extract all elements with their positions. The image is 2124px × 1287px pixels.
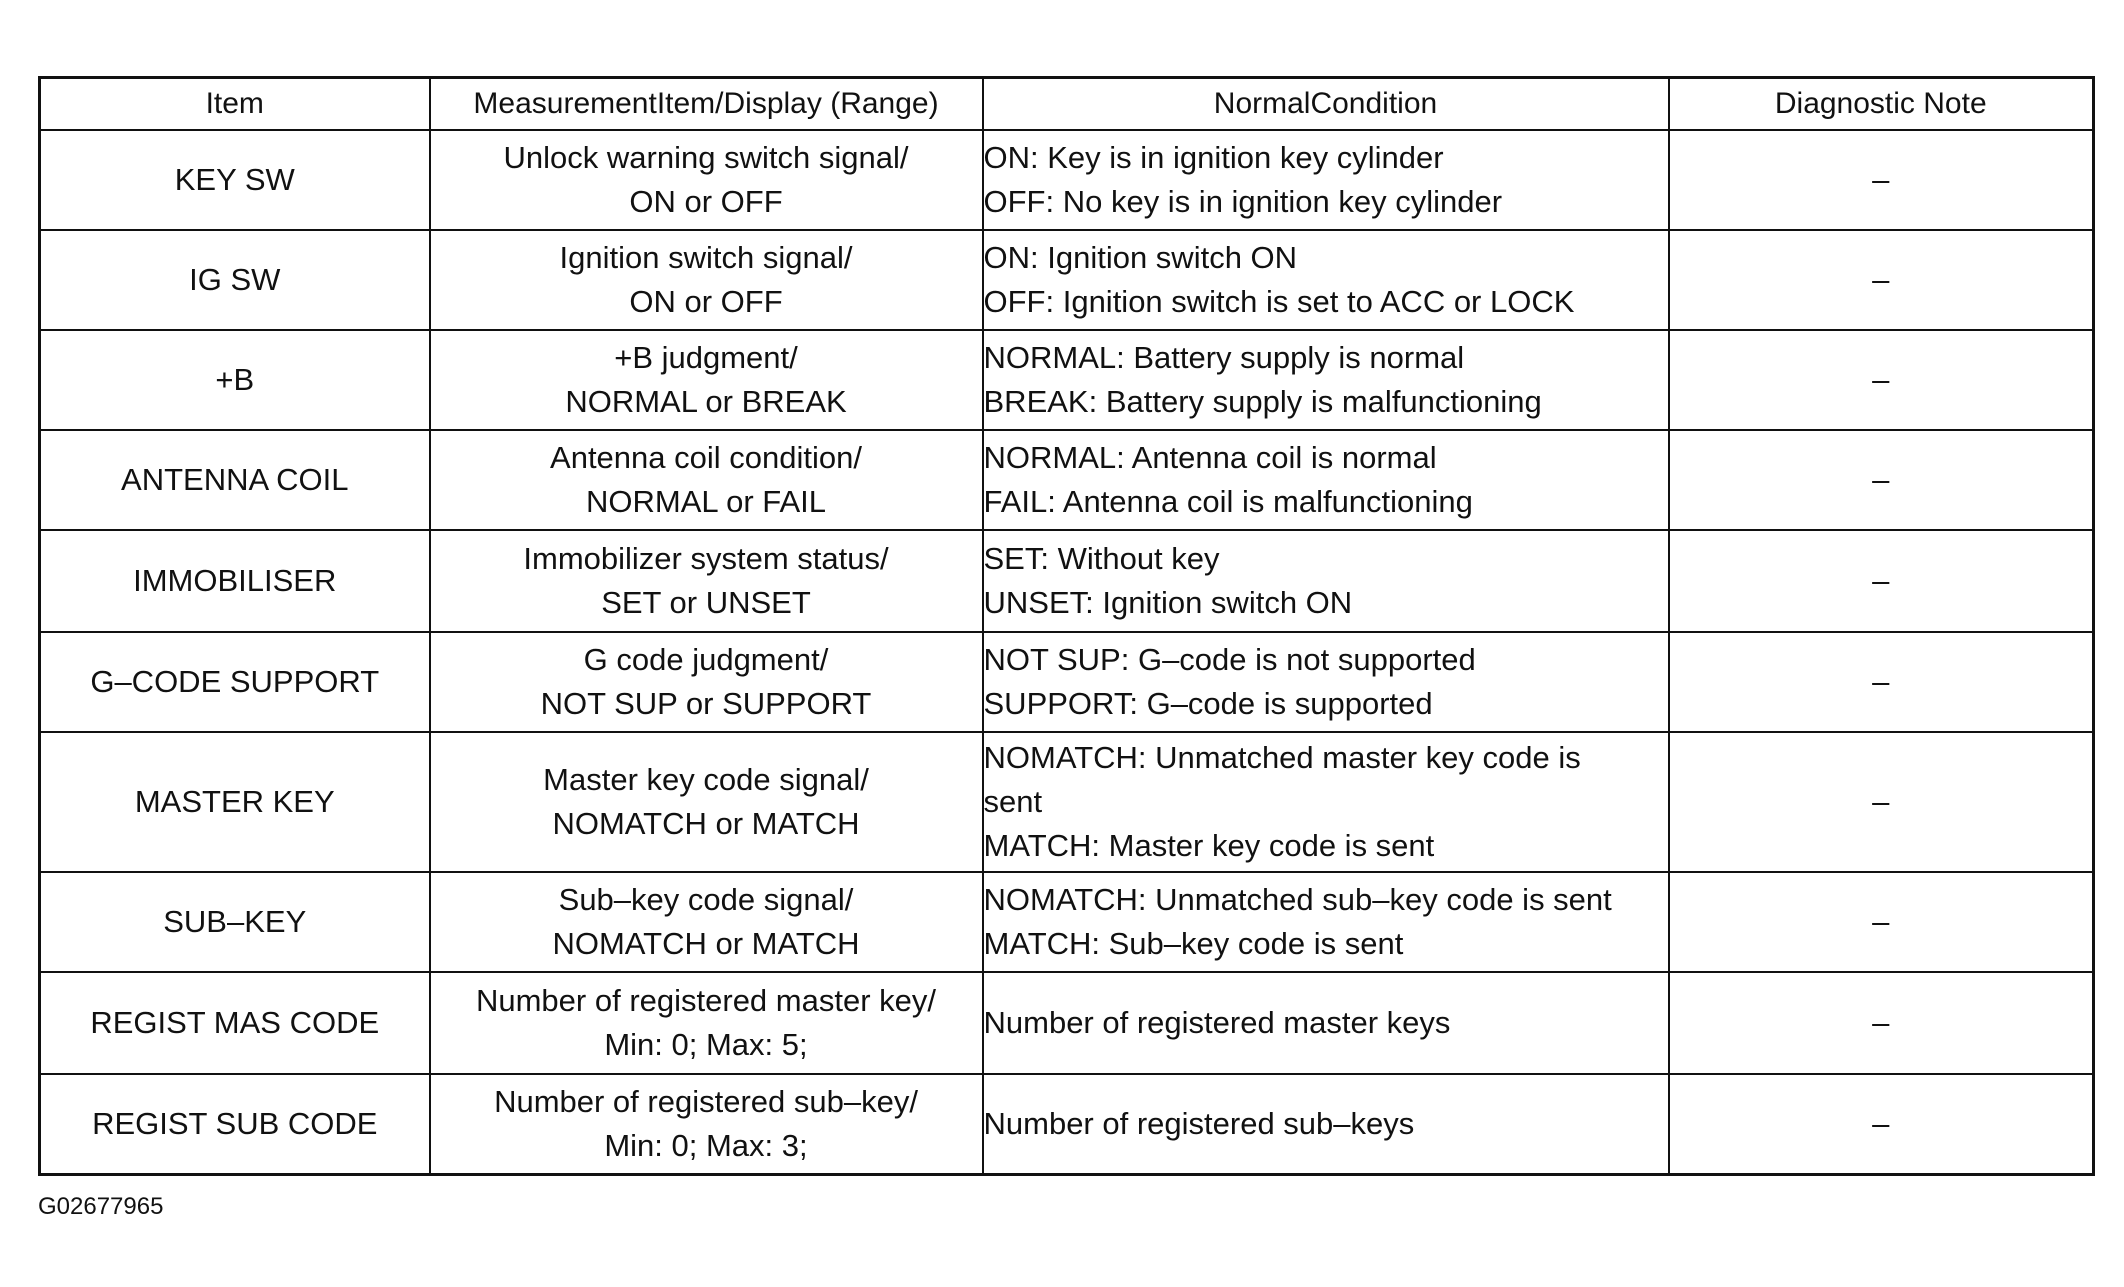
normal-condition-line: SET: Without key (983, 541, 1220, 576)
measurement-line: SET or UNSET (601, 585, 811, 620)
measurement-cell (430, 530, 983, 632)
header-item: Item (40, 78, 430, 131)
normal-condition-cell (983, 632, 1669, 732)
measurement-cell (430, 632, 983, 732)
table-row (40, 130, 2094, 230)
normal-condition-line: OFF: Ignition switch is set to ACC or LOCK (983, 284, 1575, 319)
header-row (40, 78, 2094, 131)
measurement-line: ON or OFF (629, 284, 783, 319)
measurement-cell (430, 130, 983, 230)
normal-condition-line: NOMATCH: Unmatched sub–key code is sent (983, 882, 1612, 917)
normal-condition-line: FAIL: Antenna coil is malfunctioning (983, 484, 1473, 519)
diagnostic-note-cell: – (1669, 872, 2094, 972)
normal-condition-line: SUPPORT: G–code is supported (983, 686, 1433, 721)
measurement-line: ON or OFF (629, 184, 783, 219)
table-row (40, 330, 2094, 430)
measurement-line: Number of registered sub–key/ (494, 1083, 918, 1119)
normal-condition-cell (983, 732, 1669, 872)
measurement-line: Unlock warning switch signal/ (503, 140, 909, 175)
normal-condition-cell (983, 430, 1669, 530)
diagnostic-note-cell: – (1669, 530, 2094, 632)
normal-condition-line: NOT SUP: G–code is not supported (983, 642, 1476, 677)
item-cell: REGIST MAS CODE (40, 972, 430, 1074)
normal-condition-cell (983, 230, 1669, 330)
normal-condition-line: UNSET: Ignition switch ON (983, 585, 1353, 620)
diagnostic-note-cell: – (1669, 430, 2094, 530)
normal-condition-cell (983, 872, 1669, 972)
measurement-cell (430, 330, 983, 430)
normal-condition-line: MATCH: Sub–key code is sent (983, 926, 1404, 961)
measurement-line: NOMATCH or MATCH (552, 926, 860, 961)
diagnostic-note-cell: – (1669, 732, 2094, 872)
diagnostic-note-cell: – (1669, 1074, 2094, 1174)
measurement-line: +B judgment/ (614, 340, 798, 375)
table-row (40, 1074, 2094, 1174)
diagnostic-note-cell: – (1669, 230, 2094, 330)
item-cell: IMMOBILISER (40, 530, 430, 632)
measurement-cell (430, 430, 983, 530)
normal-condition-line: ON: Key is in ignition key cylinder (983, 140, 1444, 175)
normal-condition-line: Number of registered sub–keys (983, 1105, 1415, 1141)
table-body (40, 130, 2094, 1174)
figure-id: G02677965 (38, 1193, 164, 1220)
measurement-line: Min: 0; Max: 5; (604, 1027, 808, 1062)
normal-condition-line: OFF: No key is in ignition key cylinder (983, 184, 1503, 219)
normal-condition-line: NOMATCH: Unmatched master key code is (983, 740, 1581, 775)
item-cell: IG SW (40, 230, 430, 330)
table-row (40, 430, 2094, 530)
measurement-line: NOMATCH or MATCH (552, 806, 860, 841)
measurement-line: Immobilizer system status/ (523, 541, 889, 576)
table-row (40, 230, 2094, 330)
normal-condition-line: ON: Ignition switch ON (983, 240, 1298, 275)
diagnostic-note-cell: – (1669, 972, 2094, 1074)
normal-condition-cell (983, 130, 1669, 230)
measurement-cell (430, 872, 983, 972)
table-row (40, 972, 2094, 1074)
measurement-line: NORMAL or FAIL (585, 484, 827, 519)
normal-condition-cell (983, 972, 1669, 1074)
normal-condition-line: sent (983, 784, 1043, 819)
item-cell: ANTENNA COIL (40, 430, 430, 530)
normal-condition-cell (983, 530, 1669, 632)
measurement-line: G code judgment/ (583, 642, 829, 677)
normal-condition-line: Number of registered master keys (983, 1005, 1451, 1040)
item-cell: SUB–KEY (40, 872, 430, 972)
item-cell: KEY SW (40, 130, 430, 230)
measurement-cell (430, 972, 983, 1074)
header-normal-condition: NormalCondition (983, 78, 1669, 131)
item-cell: +B (40, 330, 430, 430)
diagnostic-note-cell: – (1669, 632, 2094, 732)
measurement-line: Antenna coil condition/ (550, 440, 862, 475)
normal-condition-line: NORMAL: Antenna coil is normal (983, 440, 1437, 475)
table-row (40, 632, 2094, 732)
normal-condition-line: NORMAL: Battery supply is normal (983, 340, 1465, 375)
measurement-cell (430, 230, 983, 330)
item-cell: G–CODE SUPPORT (40, 632, 430, 732)
normal-condition-cell (983, 330, 1669, 430)
measurement-line: Sub–key code signal/ (558, 882, 854, 917)
measurement-line: Ignition switch signal/ (559, 240, 853, 275)
data-list-table (38, 76, 2095, 1176)
item-cell: REGIST SUB CODE (40, 1074, 430, 1174)
table-row (40, 732, 2094, 872)
measurement-line: NORMAL or BREAK (565, 384, 847, 419)
table-row (40, 530, 2094, 632)
measurement-cell (430, 1074, 983, 1174)
measurement-line: Master key code signal/ (543, 762, 869, 797)
header-measurement: MeasurementItem/Display (Range) (430, 78, 983, 131)
diagnostic-note-cell: – (1669, 130, 2094, 230)
measurement-line: Number of registered master key/ (475, 983, 936, 1018)
table-row (40, 872, 2094, 972)
normal-condition-cell (983, 1074, 1669, 1174)
normal-condition-line: MATCH: Master key code is sent (983, 828, 1435, 863)
measurement-line: NOT SUP or SUPPORT (540, 686, 872, 721)
normal-condition-line: BREAK: Battery supply is malfunctioning (983, 384, 1542, 419)
diagnostic-note-cell: – (1669, 330, 2094, 430)
measurement-cell (430, 732, 983, 872)
measurement-line: Min: 0; Max: 3; (604, 1127, 808, 1163)
header-diagnostic-note: Diagnostic Note (1669, 78, 2094, 131)
item-cell: MASTER KEY (40, 732, 430, 872)
